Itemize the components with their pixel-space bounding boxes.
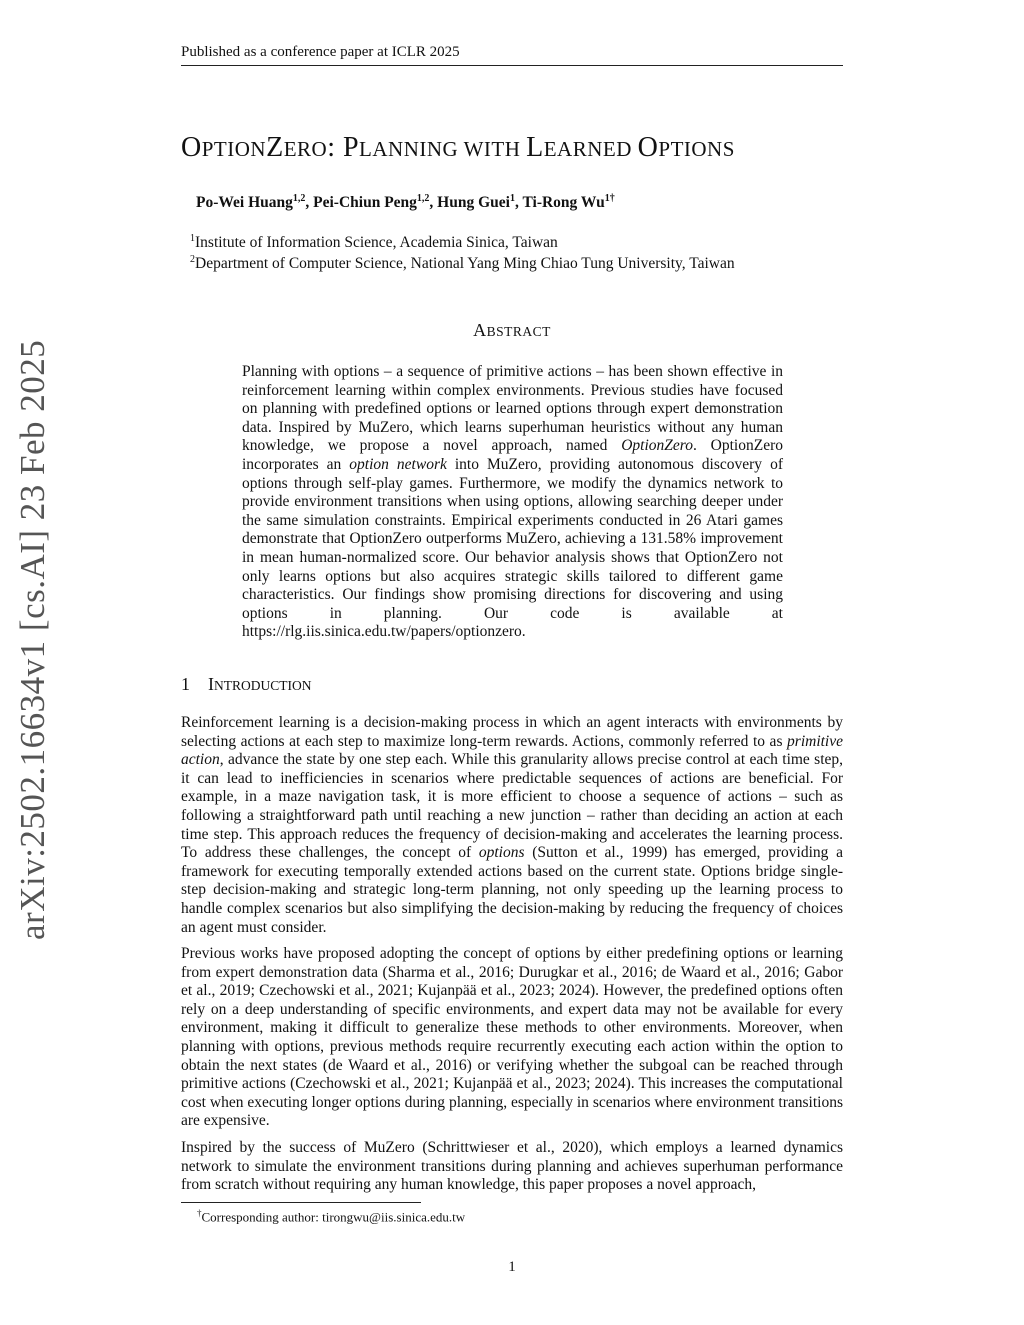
conference-header: Published as a conference paper at ICLR 2025 [181,44,460,60]
author-list: Po-Wei Huang$^{1,2}$, Pei-Chiun Peng$^{1,2}$, Hung Guei$^1$, Ti-Rong $Wu^{1\dagger}$ [196,193,615,212]
affiliation-1: $^1$Institute of Information Science, Academia Sinica, Taiwan [190,233,558,252]
page-number: 1 [508,1259,516,1275]
affiliation-2: $^2$Department of Computer Science, National Yang Ming Chiao Tung University, Taiwan [190,254,735,273]
intro-paragraph-1: Reinforcement learning is a decision-making process in which an agent interacts with environments by selecting actions at each step to maximize long-term rewards. Actions, commonly referred to as primitive action, advance the state by one step each. While this granularity allows precise control at each time step, it can lead to inefficiencies in scenarios where predictable sequences of actions are beneficial. For example, in a maze navigation task, it is more efficient to choose a sequence of actions – such as following a straightforward path until reaching a new junction – rather than deciding an action at each time step. This approach reduces the frequency of decision-making and accelerates the learning process. To address these challenges, the concept of options (Sutton et al., 1999) has emerged, providing a framework for executing temporally extended actions based on the current state. Options bridge single-step decision-making and strategic long-term planning, not only speeding up the learning process to handle complex scenarios but also simplifying the decision-making by reducing the frequency of choices an agent must consider. [181,714,843,936]
author-name: Pei-Chiun Peng [313,194,417,212]
abstract-body: Planning with options – a sequence of primitive actions – has been shown effective in reinforcement learning within complex environments. Previous studies have focused on planning with predefined options or learned options through expert demonstration data. Inspired by MuZero, which learns superhuman heuristics without any human knowledge, we propose a novel approach, named OptionZero. OptionZero incorporates an option network into MuZero, providing autonomous discovery of options through self-play games. Furthermore, we modify the dynamics network to provide environment transitions when using options, allowing searching deeper under the same simulation constraints. Empirical experiments conducted in 26 Atari games demonstrate that OptionZero outperforms MuZero, achieving a 131.58% improvement in mean human-normalized score. Our behavior analysis shows that OptionZero not only learns options but also acquires strategic skills tailored to different game characteristics. Our findings show promising directions for discovering and using options in planning. Our code is available at https://rlg.iis.sinica.edu.tw/papers/optionzero. [242,363,783,641]
intro-paragraph-3: Inspired by the success of MuZero (Schrittwieser et al., 2020), which employs a learned dynamics network to simulate the environment transitions during planning and achieves superhuman performance from scratch without requiring any human knowledge, this paper proposes a novel approach, [181,1139,843,1194]
author-name: Ti-Rong Wu [522,194,605,212]
section-heading-introduction: 1 INTRODUCTION [181,674,312,694]
author-name: Po-Wei Huang [196,194,293,212]
footnote: †Corresponding author: tirongwu@iis.sinica.edu.tw [197,1208,466,1225]
author-name: Hung Guei [437,194,510,212]
arxiv-identifier-stamp: arXiv:2502.16634v1 [cs.AI] 23 Feb 2025 [13,339,52,940]
abstract-heading: ABSTRACT [473,320,551,340]
header-rule [181,65,843,66]
footnote-rule [181,1202,421,1203]
intro-paragraph-2: Previous works have proposed adopting the concept of options by either predefining options or learning from expert demonstration data (Sharma et al., 2016; Durugkar et al., 2016; de Waard et al., 2016; Gabor et al., 2019; Czechowski et al., 2021; Kujanpää et al., 2023; 2024). However, the predefined options often rely on a deep understanding of specific environments, and expert data may not be available for every environment, making it difficult to generalize these methods to other environments. Moreover, when planning with options, previous methods require recurrently executing each action within the option to obtain the next states (de Waard et al., 2016) or verifying whether the subgoal can be reached through primitive actions (Czechowski et al., 2021; Kujanpää et al., 2023; 2024). This increases the computational cost when executing longer options during planning, especially in scenarios where environment transitions are expensive. [181,945,843,1130]
paper-title: OPTIONZERO: PLANNING WITH LEARNED OPTIONS [181,132,735,163]
